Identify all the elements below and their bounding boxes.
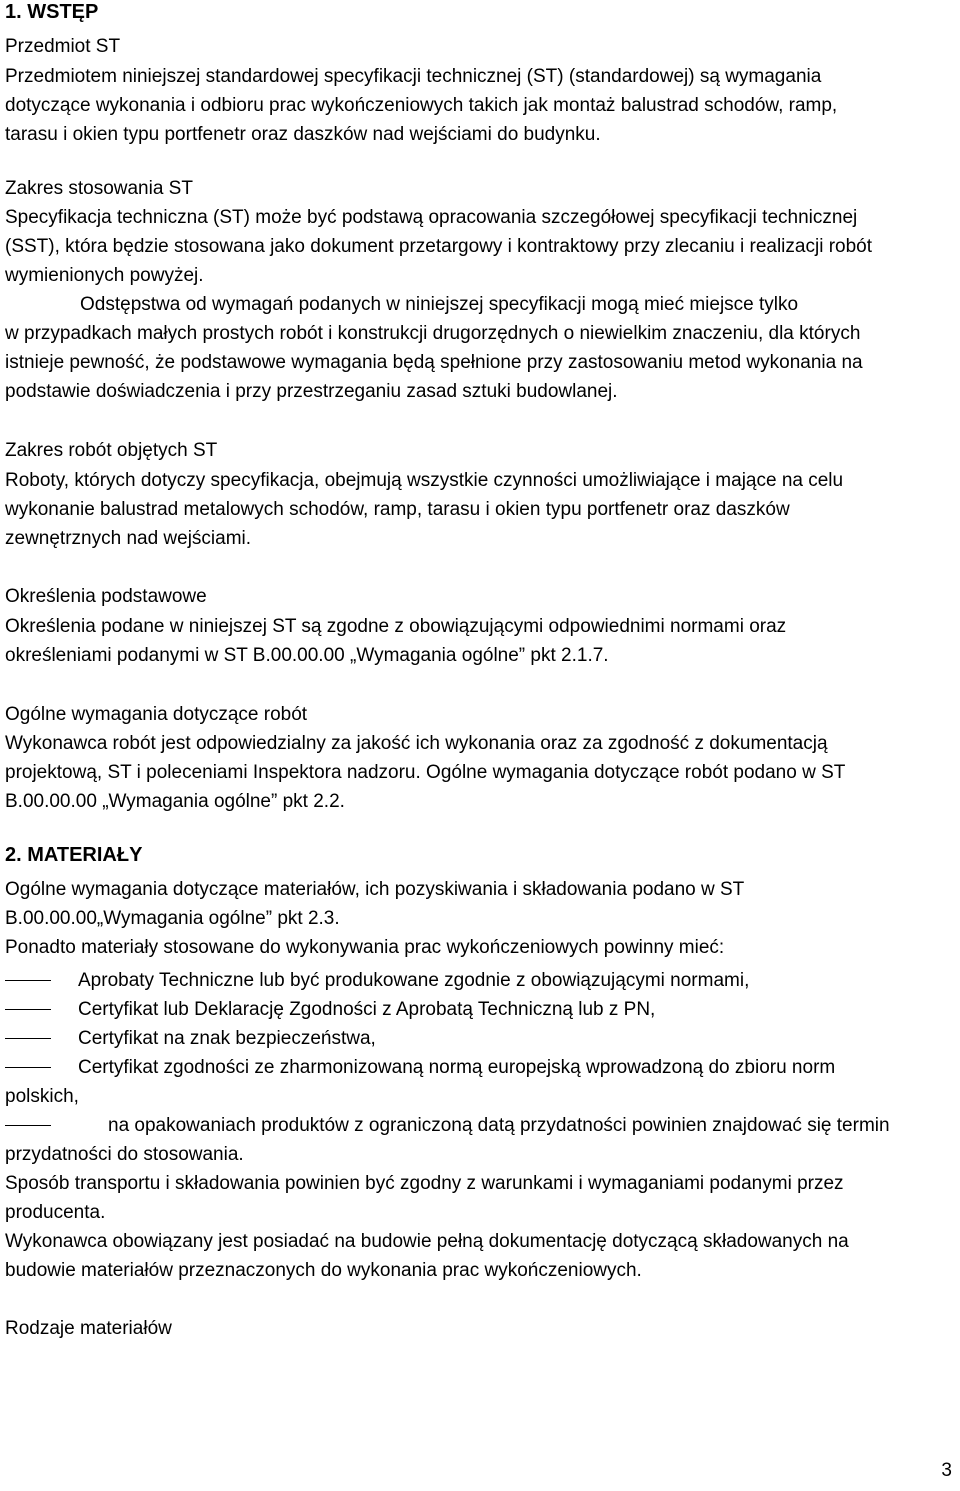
- paragraph-line: producenta.: [5, 1202, 106, 1223]
- paragraph-line: (SST), która będzie stosowana jako dokument przetargowy i kontraktowy przy zlecaniu i realizacji robót: [5, 236, 872, 257]
- dash-bullet-icon: [5, 980, 51, 981]
- paragraph-line: projektową, ST i poleceniami Inspektora nadzoru. Ogólne wymagania dotyczące robót podano w ST: [5, 762, 846, 783]
- list-item: Certyfikat zgodności ze zharmonizowaną normą europejską wprowadzoną do zbioru norm: [78, 1057, 836, 1078]
- list-item: Certyfikat na znak bezpieczeństwa,: [78, 1028, 376, 1049]
- list-item: Aprobaty Techniczne lub być produkowane zgodnie z obowiązującymi normami,: [78, 970, 750, 991]
- paragraph-line: B.00.00.00„Wymagania ogólne” pkt 2.3.: [5, 908, 340, 929]
- paragraph-line: Określenia podane w niniejszej ST są zgodne z obowiązującymi odpowiednimi normami oraz: [5, 616, 787, 637]
- paragraph-line: podstawie doświadczenia i przy przestrzeganiu zasad sztuki budowlanej.: [5, 381, 618, 402]
- paragraph-line: Wykonawca obowiązany jest posiadać na budowie pełną dokumentację dotyczącą składowanych na: [5, 1231, 849, 1252]
- paragraph-line: Roboty, których dotyczy specyfikacja, obejmują wszystkie czynności umożliwiające i mające na celu: [5, 470, 844, 491]
- paragraph-line: określeniami podanymi w ST B.00.00.00 „Wymagania ogólne” pkt 2.1.7.: [5, 645, 609, 666]
- paragraph-line: Ogólne wymagania dotyczące materiałów, ich pozyskiwania i składowania podano w ST: [5, 879, 745, 900]
- subheading-subject: Przedmiot ST: [5, 36, 121, 57]
- paragraph-line-indented: Odstępstwa od wymagań podanych w niniejszej specyfikacji mogą mieć miejsce tylko: [80, 294, 799, 315]
- paragraph-line: tarasu i okien typu portfenetr oraz daszków nad wejściami do budynku.: [5, 124, 601, 145]
- paragraph-line: w przypadkach małych prostych robót i konstrukcji drugorzędnych o niewielkim znaczeniu, dla których: [5, 323, 861, 344]
- subheading-scope: Zakres stosowania ST: [5, 178, 193, 199]
- paragraph-line: dotyczące wykonania i odbioru prac wykończeniowych takich jak montaż balustrad schodów, ramp,: [5, 95, 838, 116]
- dash-bullet-icon: [5, 1038, 51, 1039]
- paragraph-line: Sposób transportu i składowania powinien być zgodny z warunkami i wymaganiami podanymi przez: [5, 1173, 844, 1194]
- dash-bullet-icon: [5, 1125, 51, 1126]
- page-number: 3: [941, 1460, 952, 1481]
- paragraph-line: Przedmiotem niniejszej standardowej specyfikacji technicznej (ST) (standardowej) są wymagania: [5, 66, 822, 87]
- paragraph-line: wykonanie balustrad metalowych schodów, ramp, tarasu i okien typu portfenetr oraz daszków: [5, 499, 790, 520]
- paragraph-line: Wykonawca robót jest odpowiedzialny za jakość ich wykonania oraz za zgodność z dokumentacją: [5, 733, 828, 754]
- list-item-continuation: polskich,: [5, 1086, 79, 1107]
- paragraph-line: Ponadto materiały stosowane do wykonywania prac wykończeniowych powinny mieć:: [5, 937, 725, 958]
- list-item: Certyfikat lub Deklarację Zgodności z Aprobatą Techniczną lub z PN,: [78, 999, 656, 1020]
- paragraph-line: istnieje pewność, że podstawowe wymagania będą spełnione przy zastosowaniu metod wykonania na: [5, 352, 863, 373]
- list-item: na opakowaniach produktów z ograniczoną datą przydatności powinien znajdować się termin: [108, 1115, 890, 1136]
- paragraph-line: zewnętrznych nad wejściami.: [5, 528, 252, 549]
- subheading-definitions: Określenia podstawowe: [5, 586, 207, 607]
- subheading-material-types: Rodzaje materiałów: [5, 1318, 172, 1339]
- list-item-continuation: przydatności do stosowania.: [5, 1144, 244, 1165]
- section-heading-materials: 2. MATERIAŁY: [5, 844, 143, 866]
- subheading-works: Zakres robót objętych ST: [5, 440, 218, 461]
- dash-bullet-icon: [5, 1067, 51, 1068]
- section-heading-intro: 1. WSTĘP: [5, 1, 99, 23]
- paragraph-line: budowie materiałów przeznaczonych do wykonania prac wykończeniowych.: [5, 1260, 642, 1281]
- paragraph-line: B.00.00.00 „Wymagania ogólne” pkt 2.2.: [5, 791, 345, 812]
- dash-bullet-icon: [5, 1009, 51, 1010]
- subheading-general: Ogólne wymagania dotyczące robót: [5, 704, 308, 725]
- paragraph-line: wymienionych powyżej.: [5, 265, 204, 286]
- paragraph-line: Specyfikacja techniczna (ST) może być podstawą opracowania szczegółowej specyfikacji technicznej: [5, 207, 858, 228]
